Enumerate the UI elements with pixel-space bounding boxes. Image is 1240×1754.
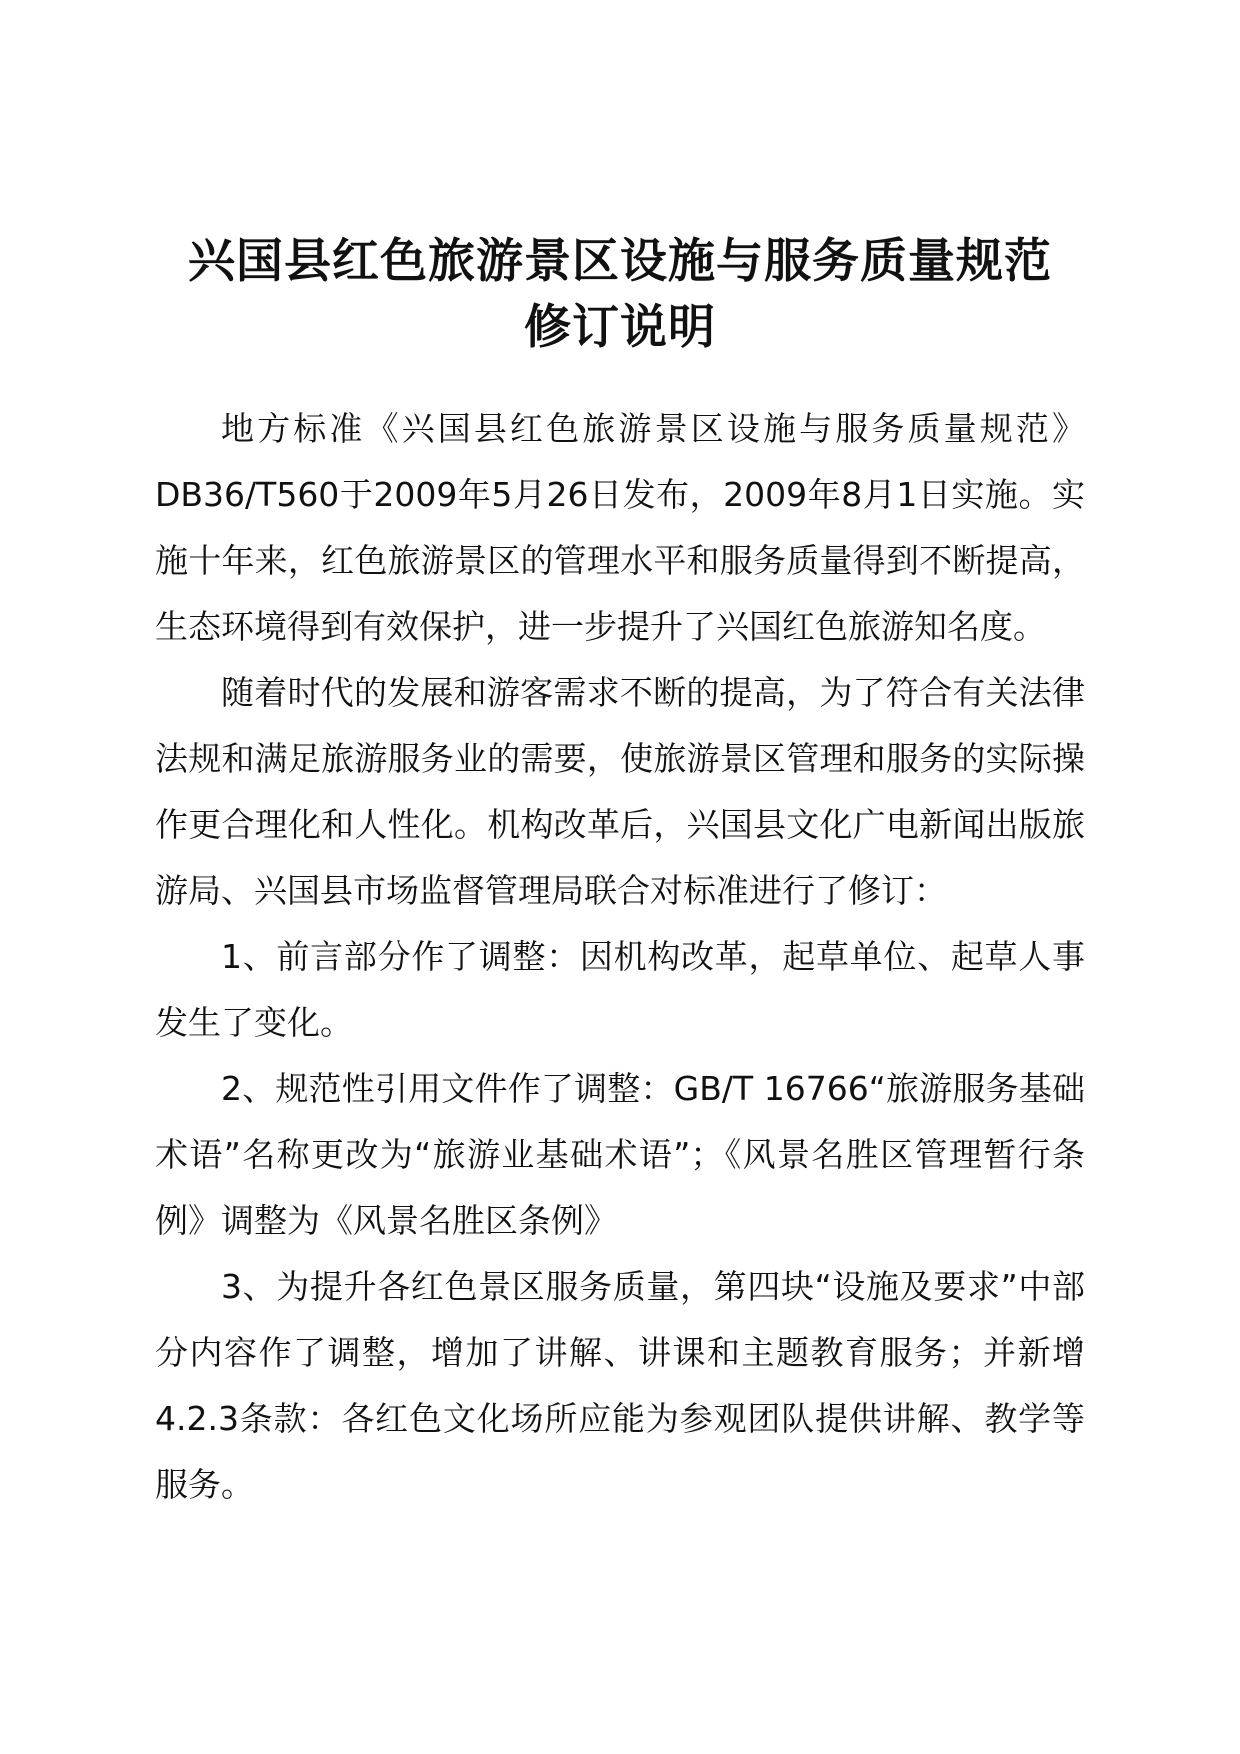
paragraph-intro: 地方标准《兴国县红色旅游景区设施与服务质量规范》DB36/T560于2009年5月26日发布，2009年8月1日实施。实施十年来，红色旅游景区的管理水平和服务质量得到不断提高，生态环境得到有效保护，进一步提升了兴国红色旅游知名度。 [155, 409, 1085, 646]
document-body [155, 396, 1085, 1518]
document-title-line1: 兴国县红色旅游景区设施与服务质量规范 [188, 234, 1052, 289]
paragraph-background: 随着时代的发展和游客需求不断的提高，为了符合有关法律法规和满足旅游服务业的需要，使旅游景区管理和服务的实际操作更合理化和人性化。机构改革后，兴国县文化广电新闻出版旅游局、兴国县市场监督管理局联合对标准进行了修订： [155, 673, 1085, 910]
paragraph-item-3: 3、为提升各红色景区服务质量，第四块“设施及要求”中部分内容作了调整，增加了讲解、讲课和主题教育服务；并新增4.2.3条款：各红色文化场所应能为参观团队提供讲解、教学等服务。 [155, 1267, 1085, 1504]
paragraph-item-2: 2、规范性引用文件作了调整：GB/T 16766“旅游服务基础术语”名称更改为“旅游业基础术语”；《风景名胜区管理暂行条例》调整为《风景名胜区条例》 [155, 1069, 1085, 1240]
document-title-line2: 修订说明 [524, 300, 716, 355]
paragraph-item-1: 1、前言部分作了调整：因机构改革，起草单位、起草人事发生了变化。 [155, 937, 1085, 1042]
